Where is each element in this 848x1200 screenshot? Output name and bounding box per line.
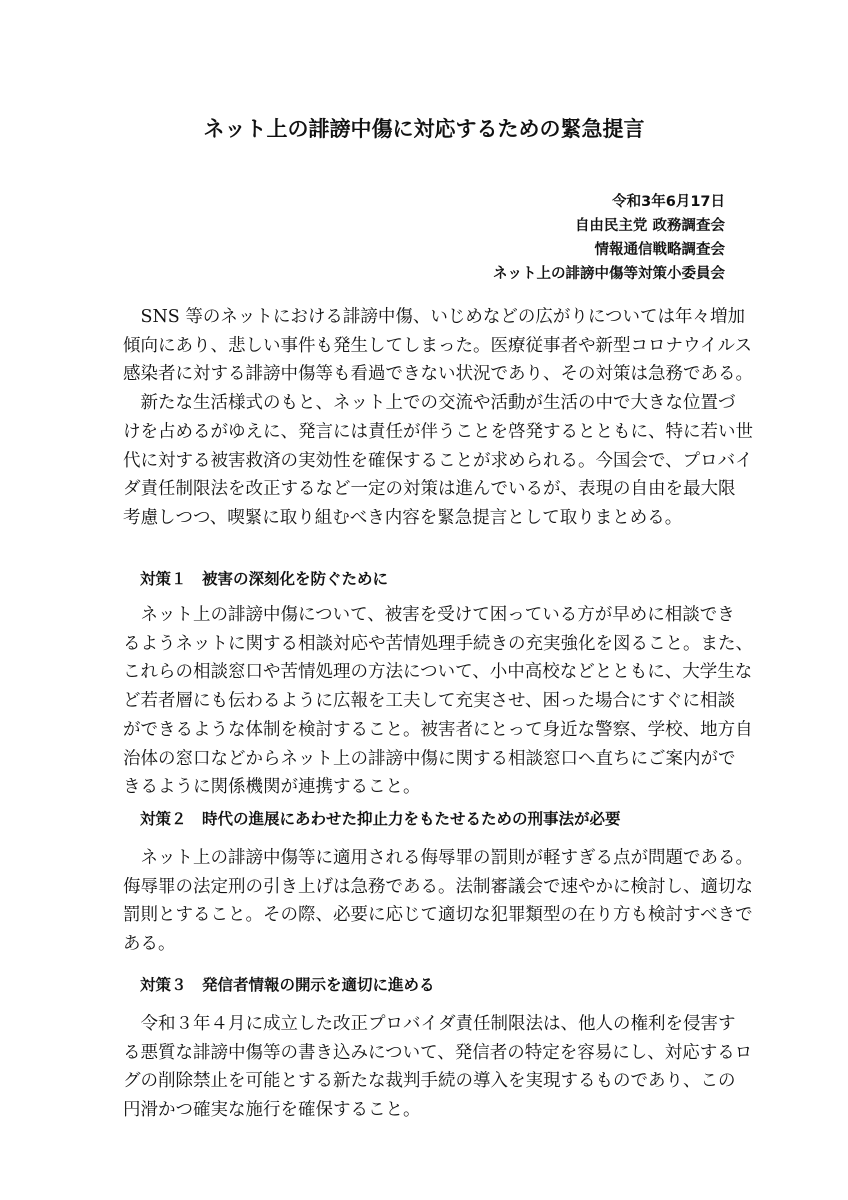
section-heading-2: 対策２ 時代の進展にあわせた抑止力をもたせるための刑事法が必要 <box>140 810 621 828</box>
document-date: 令和3年6月17日 <box>612 194 725 210</box>
author-line: ネット上の誹謗中傷等対策小委員会 <box>493 266 725 282</box>
author-line: 自由民主党 政務調査会 <box>574 218 725 234</box>
text-line: 円滑かつ確実な施行を確保すること。 <box>123 1100 421 1121</box>
text-line: る悪質な誹謗中傷等の書き込みについて、発信者の特定を容易にし、対応するロ <box>123 1042 753 1063</box>
text-line: るようネットに関する相談対応や苦情処理手続きの充実強化を図ること。また、 <box>123 633 753 654</box>
section-body-1 <box>123 601 753 802</box>
text-line: グの削除禁止を可能とする新たな裁判手続の導入を実現するものであり、この <box>123 1071 736 1092</box>
text-line: ダ責任制限法を改正するなど一定の対策は進んでいるが、表現の自由を最大限 <box>123 479 736 500</box>
section-heading-1: 対策１ 被害の深刻化を防ぐために <box>140 570 389 588</box>
section-body-3 <box>123 1010 753 1125</box>
text-line: ネット上の誹謗中傷について、被害を受けて困っている方が早めに相談でき <box>123 605 735 625</box>
text-line: けを占めるがゆえに、発言には責任が伴うことを啓発するとともに、特に若い世 <box>123 421 753 442</box>
document-meta <box>325 190 725 286</box>
document-title: ネット上の誹謗中傷に対応するための緊急提言 <box>203 117 645 141</box>
text-line: 罰則とすること。その際、必要に応じて適切な犯罪類型の在り方も検討すべきで <box>123 905 753 926</box>
text-line: 感染者に対する誹謗中傷等も看過できない状況であり、その対策は急務である。 <box>123 364 753 385</box>
text-line: SNS 等のネットにおける誹謗中傷、いじめなどの広がりについては年々増加 <box>123 307 745 327</box>
text-line: これらの相談窓口や苦情処理の方法について、小中高校などとともに、大学生な <box>123 662 753 683</box>
intro-paragraph <box>123 303 753 533</box>
text-line: 侮辱罪の法定刑の引き上げは急務である。法制審議会で速やかに検討し、適切な <box>123 876 753 897</box>
text-line: 傾向にあり、悲しい事件も発生してしまった。医療従事者や新型コロナウイルス <box>123 335 752 356</box>
text-line: 治体の窓口などからネット上の誹謗中傷に関する相談窓口へ直ちにご案内がで <box>123 748 736 769</box>
text-line: ど若者層にも伝わるように広報を工夫して充実させ、困った場合にすぐに相談 <box>123 691 735 712</box>
text-line: ができるような体制を検討すること。被害者にとって身近な警察、学校、地方自 <box>123 719 753 740</box>
text-line: ネット上の誹謗中傷等に適用される侮辱罪の罰則が軽すぎる点が問題である。 <box>123 848 753 868</box>
author-line: 情報通信戦略調査会 <box>594 242 725 258</box>
section-heading-3: 対策３ 発信者情報の開示を適切に進める <box>140 976 435 994</box>
text-line: ある。 <box>123 934 176 955</box>
text-line: 令和３年４月に成立した改正プロバイダ責任制限法は、他人の権利を侵害す <box>123 1014 736 1034</box>
section-body-2 <box>123 844 753 959</box>
text-line: きるように関係機関が連携すること。 <box>123 777 421 798</box>
text-line: 考慮しつつ、喫緊に取り組むべき内容を緊急提言として取りまとめる。 <box>123 507 683 528</box>
text-line: 新たな生活様式のもと、ネット上での交流や活動が生活の中で大きな位置づ <box>123 393 736 414</box>
text-line: 代に対する被害救済の実効性を確保することが求められる。今国会で、プロバイ <box>123 450 753 471</box>
